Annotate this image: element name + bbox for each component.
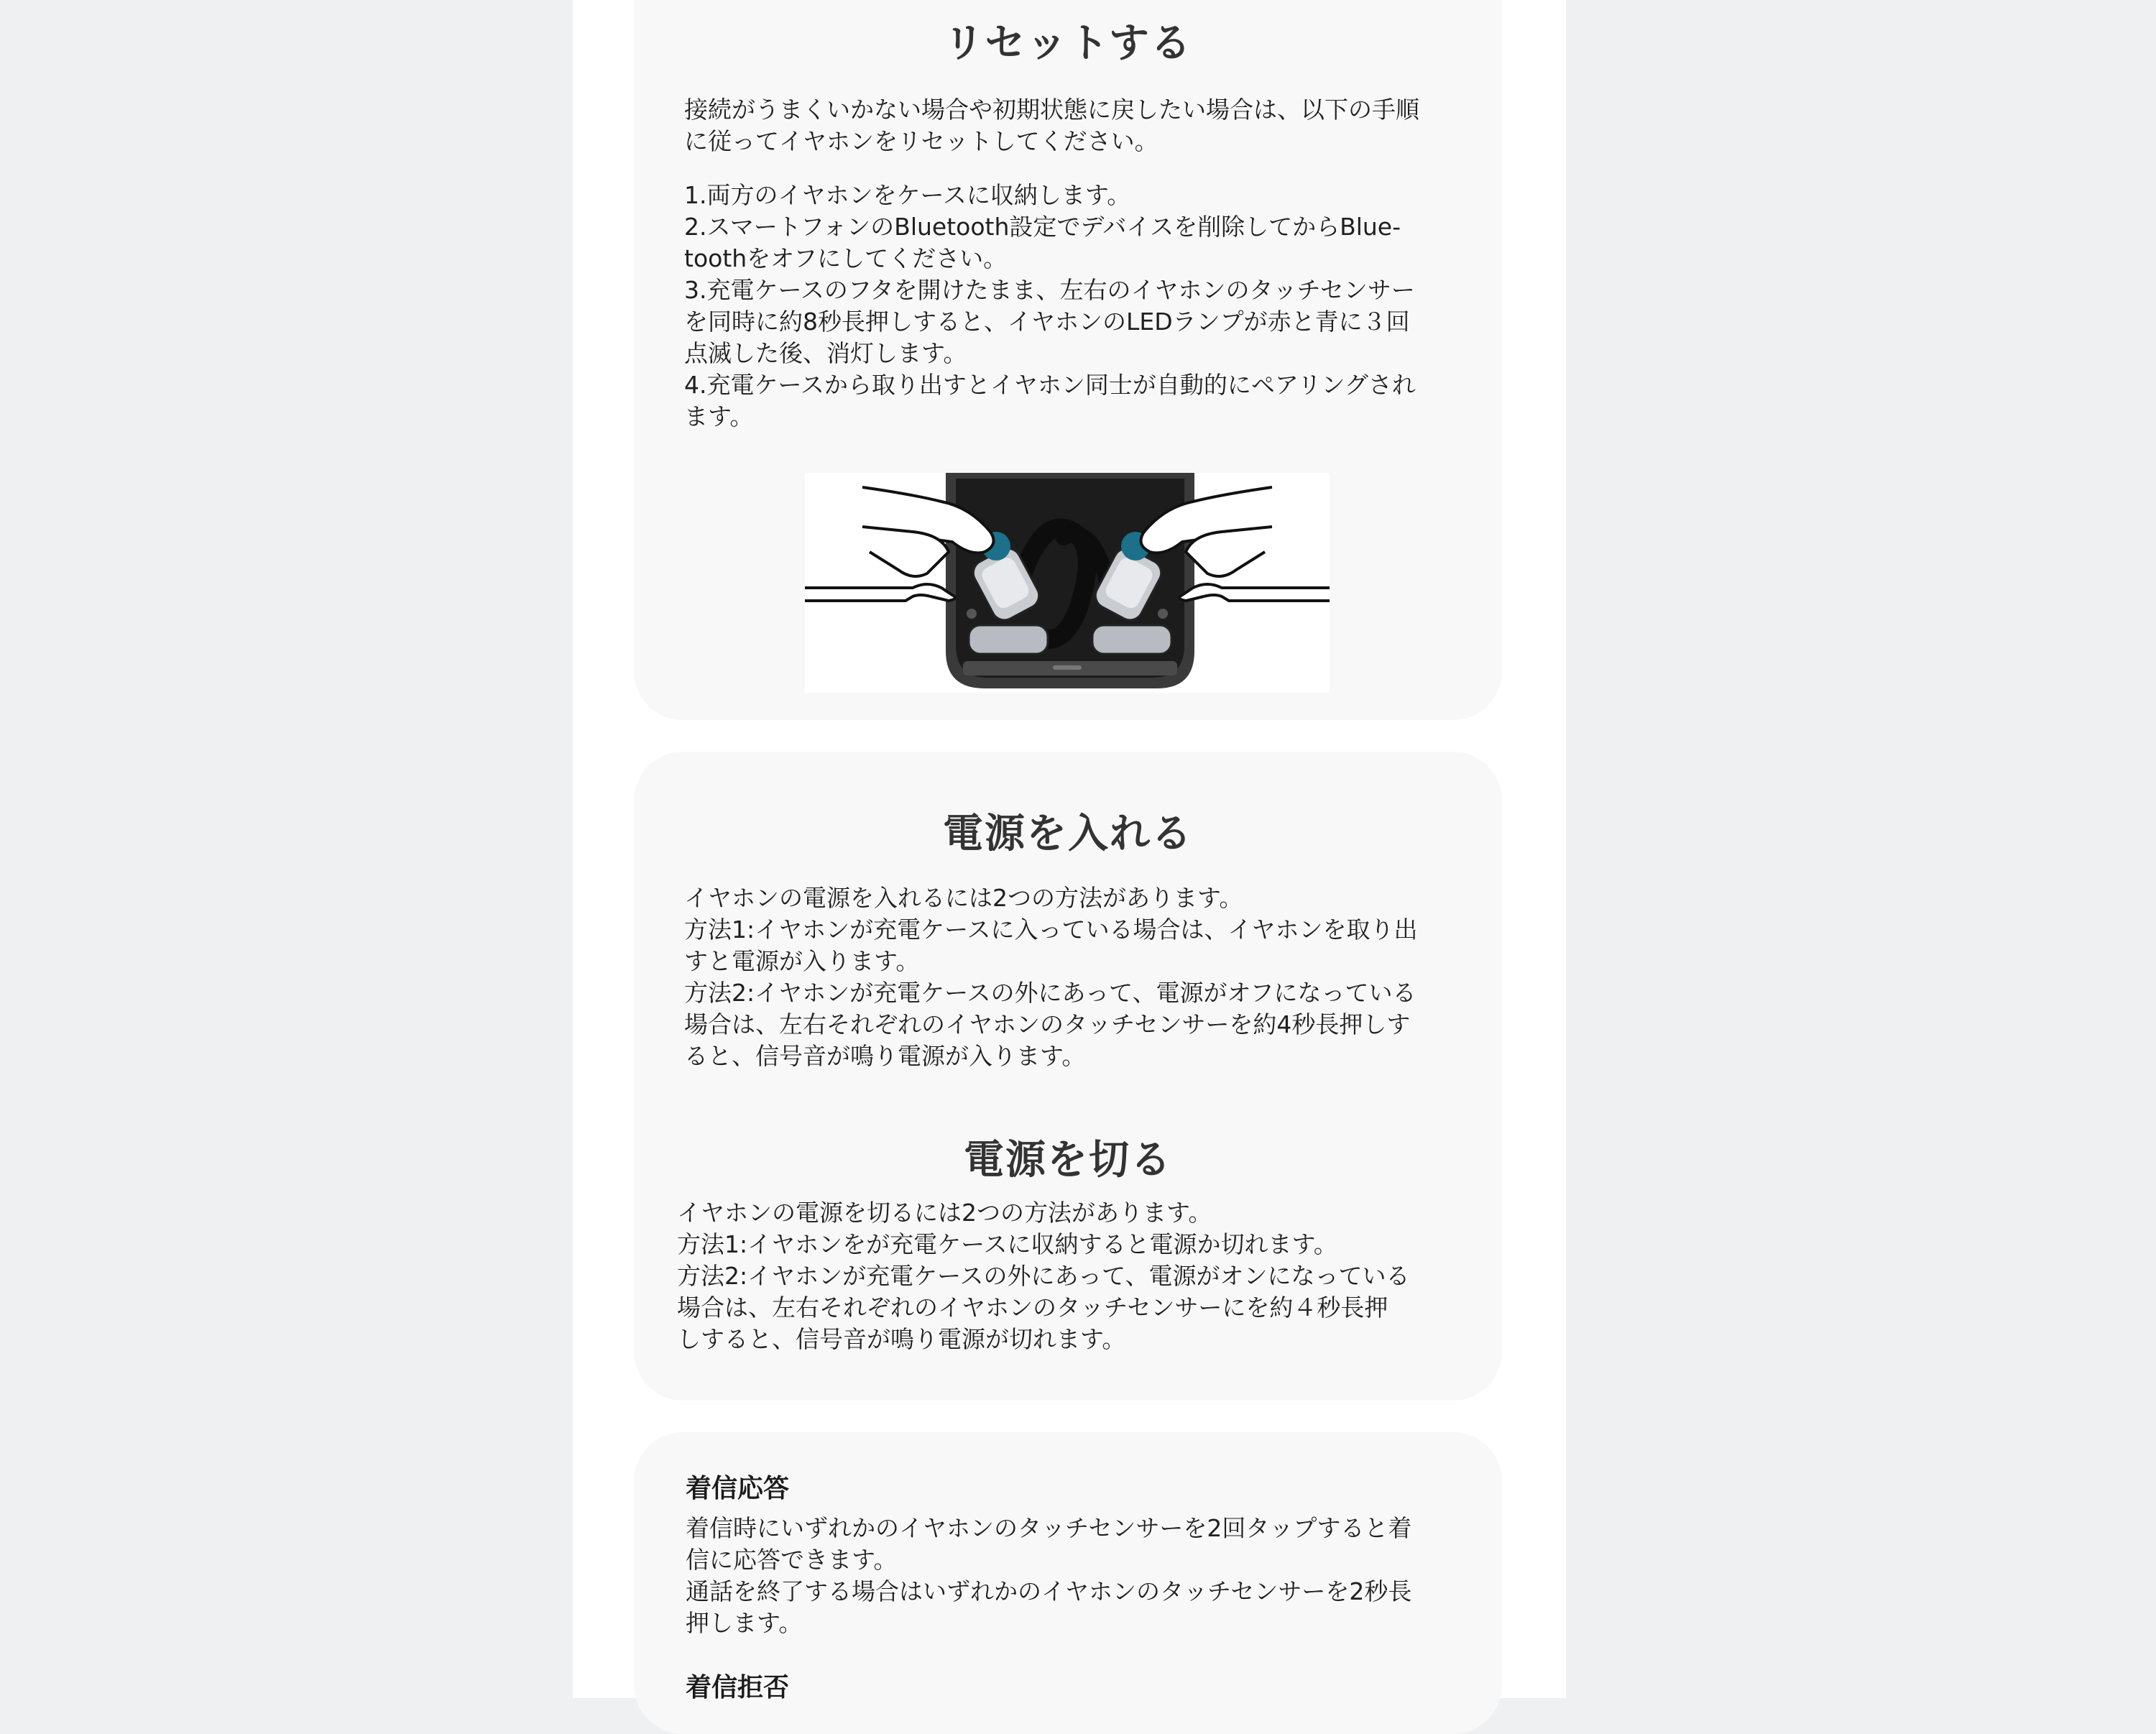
manual-page [573, 0, 1566, 1702]
answer-call-heading: 着信応答 [686, 1474, 790, 1503]
power-off-body: イヤホンの電源を切るには2つの方法があります。 方法1:イヤホンをが充電ケースに収納すると電源か切れます。 方法2:イヤホンが充電ケースの外にあって、電源がオンになっている 場合は、左右それぞれのイヤホンのタッチセンサーにを約４秒長押 しすると、信号音が鳴り電源が切れます。 [677, 1199, 1410, 1353]
calls-section [634, 1432, 1502, 1734]
answer-call-body: 着信時にいずれかのイヤホンのタッチセンサーを2回タップすると着 信に応答できます。 通話を終了する場合はいずれかのイヤホンのタッチセンサーを2秒長 押します。 [686, 1514, 1412, 1637]
reset-section [634, 0, 1502, 720]
power-on-title: 電源を入れる [943, 811, 1193, 857]
power-section [634, 752, 1502, 1401]
reset-steps: 1.両方のイヤホンをケースに収納します。 2.スマートフォンのBluetooth設定でデバイスを削除してからBlue- toothをオフにしてください。 3.充電ケースのフタを開けたまま、左右のイヤホンのタッチセンサー を同時に約8秒長押しすると、イヤホンのLEDランプが赤と青に３回 点滅した後、消灯します。 4.充電ケースから取り出すとイヤホン同士が自動的にペアリングされ ます。 [684, 181, 1416, 430]
reset-intro: 接続がうまくいかない場合や初期状態に戻したい場合は、以下の手順 に従ってイヤホンをリセットしてください。 [684, 96, 1419, 155]
power-off-title: 電源を切る [964, 1137, 1172, 1184]
earbuds-case-reset-illustration [805, 473, 1330, 693]
power-on-body: イヤホンの電源を入れるには2つの方法があります。 方法1:イヤホンが充電ケースに入っている場合は、イヤホンを取り出 すと電源が入ります。 方法2:イヤホンが充電ケースの外にあって、電源がオフになっている 場合は、左右それぞれのイヤホンのタッチセンサーを約4秒長押しす ると、信号音が鳴り電源が入ります。 [684, 884, 1418, 1070]
reject-call-heading: 着信拒否 [686, 1673, 790, 1702]
reset-title: リセットする [944, 20, 1192, 67]
